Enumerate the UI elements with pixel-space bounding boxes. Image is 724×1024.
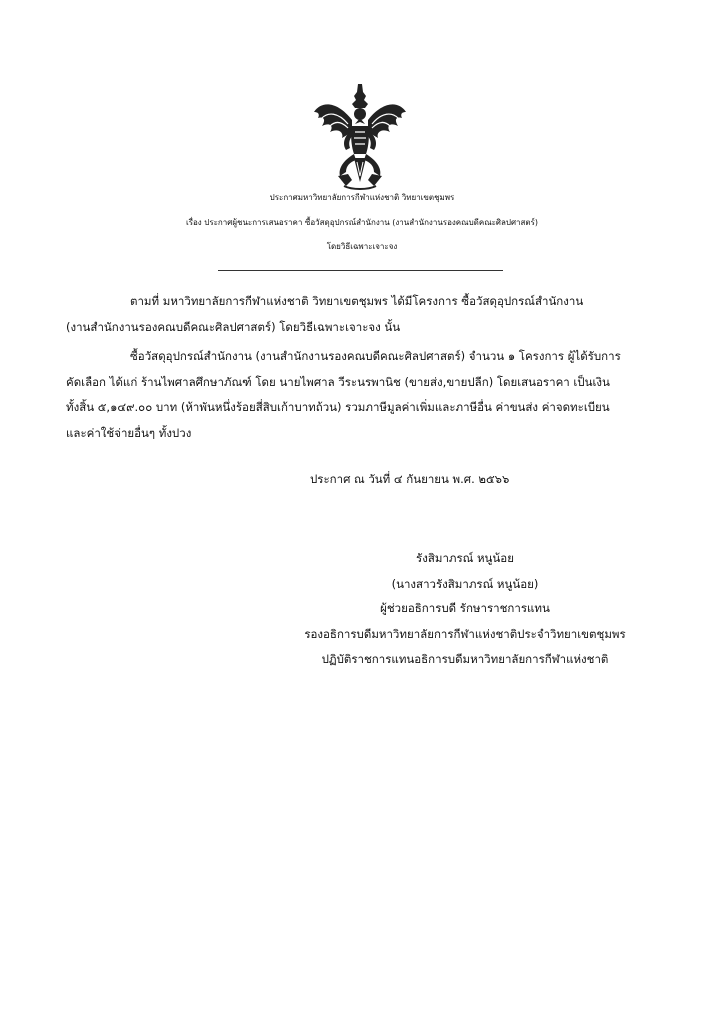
garuda-emblem-icon bbox=[308, 82, 412, 192]
body-paragraph-1-line-2: (งานสำนักงานรองคณบดีคณะศิลปศาสตร์) โดยวิธีเฉพาะเจาะจง นั้น bbox=[66, 320, 401, 334]
announcement-date: ประกาศ ณ วันที่ ๔ กันยายน พ.ศ. ๒๕๖๖ bbox=[310, 472, 510, 486]
body-paragraph-2-line-2: คัดเลือก ได้แก่ ร้านไพศาลศึกษาภัณฑ์ โดย นายไพศาล วีระนรพานิช (ขายส่ง,ขายปลีก) โดยเสนอราคา เป็นเงิน bbox=[66, 375, 610, 389]
signature-name: รังสิมาภรณ์ หนูน้อย bbox=[416, 551, 514, 565]
signatory-position-2: รองอธิการบดีมหาวิทยาลัยการกีฬาแห่งชาติประจำวิทยาเขตชุมพร bbox=[304, 627, 626, 641]
signatory-position-3: ปฏิบัติราชการแทนอธิการบดีมหาวิทยาลัยการกีฬาแห่งชาติ bbox=[321, 652, 609, 666]
announcement-title: ประกาศมหาวิทยาลัยการกีฬาแห่งชาติ วิทยาเขตชุมพร bbox=[269, 193, 455, 202]
body-paragraph-2-line-1: ซื้อวัสดุอุปกรณ์สำนักงาน (งานสำนักงานรองคณบดีคณะศิลปศาสตร์) จำนวน ๑ โครงการ ผู้ได้รับการ bbox=[130, 349, 621, 363]
header-divider bbox=[218, 270, 503, 271]
body-paragraph-2-line-3: ทั้งสิ้น ๕,๑๔๙.๐๐ บาท (ห้าพันหนึ่งร้อยสี่สิบเก้าบาทถ้วน) รวมภาษีมูลค่าเพิ่มและภาษีอื่น ค่าขนส่ง ค่าจดทะเบียน bbox=[66, 400, 610, 414]
announcement-subject: เรื่อง ประกาศผู้ชนะการเสนอราคา ซื้อวัสดุอุปกรณ์สำนักงาน (งานสำนักงานรองคณบดีคณะศิลปศาสตร์) bbox=[185, 218, 539, 227]
signatory-full-name: (นางสาวรังสิมาภรณ์ หนูน้อย) bbox=[391, 577, 539, 591]
body-paragraph-2-line-4: และค่าใช้จ่ายอื่นๆ ทั้งปวง bbox=[66, 426, 192, 440]
body-paragraph-1-line-1: ตามที่ มหาวิทยาลัยการกีฬาแห่งชาติ วิทยาเขตชุมพร ได้มีโครงการ ซื้อวัสดุอุปกรณ์สำนักงาน bbox=[130, 294, 584, 308]
procurement-method: โดยวิธีเฉพาะเจาะจง bbox=[326, 242, 398, 251]
signatory-position-1: ผู้ช่วยอธิการบดี รักษาราชการแทน bbox=[380, 601, 550, 615]
